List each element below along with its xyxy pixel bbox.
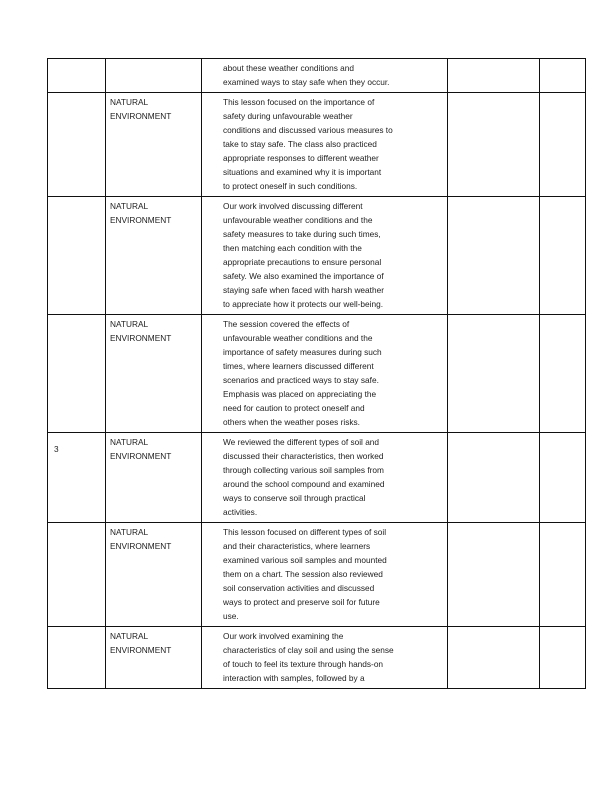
summary-line: use. xyxy=(223,611,239,621)
empty-cell xyxy=(448,93,540,197)
strand-text: ENVIRONMENT xyxy=(110,333,172,343)
summary-line: to appreciate how it protects our well-being. xyxy=(223,299,384,309)
week-cell xyxy=(48,197,106,315)
summary-line: examined various soil samples and mounted xyxy=(223,555,387,565)
strand-text: ENVIRONMENT xyxy=(110,645,172,655)
lesson-summary-cell xyxy=(202,197,448,315)
summary-line: of touch to feel its texture through hands-on xyxy=(223,659,384,669)
lesson-summary-cell xyxy=(202,59,448,93)
table-row xyxy=(48,433,586,523)
summary-line: take to stay safe. The class also practiced xyxy=(223,139,377,149)
summary-line: examined ways to stay safe when they occur. xyxy=(223,77,390,87)
summary-line: discussed their characteristics, then worked xyxy=(223,451,384,461)
week-cell xyxy=(48,315,106,433)
strand-text: NATURAL xyxy=(110,527,149,537)
summary-line: staying safe when faced with harsh weather xyxy=(223,285,384,295)
summary-line: them on a chart. The session also reviewed xyxy=(223,569,383,579)
summary-line: about these weather conditions and xyxy=(223,63,355,73)
empty-cell xyxy=(448,523,540,627)
strand-text: NATURAL xyxy=(110,201,149,211)
summary-line: ways to conserve soil through practical xyxy=(223,493,366,503)
strand-cell xyxy=(106,523,202,627)
summary-line: soil conservation activities and discussed xyxy=(223,583,375,593)
strand-text: ENVIRONMENT xyxy=(110,111,172,121)
week-cell xyxy=(48,523,106,627)
summary-line: Our work involved discussing different xyxy=(223,201,363,211)
empty-cell xyxy=(540,59,586,93)
strand-cell xyxy=(106,93,202,197)
table-row xyxy=(48,627,586,689)
table-row xyxy=(48,197,586,315)
table-body xyxy=(48,59,586,689)
empty-cell xyxy=(448,315,540,433)
strand-cell xyxy=(106,197,202,315)
summary-line: unfavourable weather conditions and the xyxy=(223,215,373,225)
strand-text: NATURAL xyxy=(110,97,149,107)
summary-line: Emphasis was placed on appreciating the xyxy=(223,389,377,399)
summary-line: unfavourable weather conditions and the xyxy=(223,333,373,343)
strand-text: NATURAL xyxy=(110,319,149,329)
strand-text: ENVIRONMENT xyxy=(110,541,172,551)
summary-line: Our work involved examining the xyxy=(223,631,344,641)
empty-cell xyxy=(540,627,586,689)
summary-line: characteristics of clay soil and using the sense xyxy=(223,645,394,655)
lesson-summary-cell xyxy=(202,315,448,433)
summary-line: interaction with samples, followed by a xyxy=(223,673,365,683)
summary-line: to protect oneself in such conditions. xyxy=(223,181,358,191)
empty-cell xyxy=(448,627,540,689)
summary-line: The session covered the effects of xyxy=(223,319,350,329)
summary-line: appropriate precautions to ensure personal xyxy=(223,257,382,267)
empty-cell xyxy=(540,93,586,197)
summary-line: then matching each condition with the xyxy=(223,243,362,253)
strand-text: ENVIRONMENT xyxy=(110,451,172,461)
strand-cell xyxy=(106,433,202,523)
empty-cell xyxy=(448,433,540,523)
table-row xyxy=(48,93,586,197)
lesson-record-table xyxy=(47,58,586,689)
lesson-summary-cell xyxy=(202,627,448,689)
week-cell xyxy=(48,627,106,689)
summary-line: need for caution to protect oneself and xyxy=(223,403,365,413)
summary-line: We reviewed the different types of soil and xyxy=(223,437,380,447)
summary-line: others when the weather poses risks. xyxy=(223,417,360,427)
strand-text: NATURAL xyxy=(110,437,149,447)
summary-line: importance of safety measures during such xyxy=(223,347,382,357)
empty-cell xyxy=(540,197,586,315)
summary-line: safety measures to take during such times, xyxy=(223,229,381,239)
summary-line: situations and examined why it is important xyxy=(223,167,382,177)
lesson-summary-cell xyxy=(202,433,448,523)
empty-cell xyxy=(448,197,540,315)
summary-line: scenarios and practiced ways to stay safe. xyxy=(223,375,379,385)
week-number: 3 xyxy=(54,444,59,454)
strand-cell xyxy=(106,59,202,93)
summary-line: activities. xyxy=(223,507,258,517)
strand-cell xyxy=(106,627,202,689)
summary-line: and their characteristics, where learners xyxy=(223,541,371,551)
week-cell xyxy=(48,93,106,197)
table-row xyxy=(48,523,586,627)
strand-text: NATURAL xyxy=(110,631,149,641)
summary-line: appropriate responses to different weather xyxy=(223,153,379,163)
strand-text: ENVIRONMENT xyxy=(110,215,172,225)
table-row xyxy=(48,315,586,433)
summary-line: times, where learners discussed different xyxy=(223,361,374,371)
summary-line: This lesson focused on the importance of xyxy=(223,97,375,107)
summary-line: ways to protect and preserve soil for future xyxy=(223,597,380,607)
empty-cell xyxy=(448,59,540,93)
summary-line: safety during unfavourable weather xyxy=(223,111,353,121)
summary-line: through collecting various soil samples from xyxy=(223,465,384,475)
lesson-summary-cell xyxy=(202,523,448,627)
empty-cell xyxy=(540,315,586,433)
table-row xyxy=(48,59,586,93)
summary-line: conditions and discussed various measures to xyxy=(223,125,393,135)
lesson-summary-cell xyxy=(202,93,448,197)
strand-cell xyxy=(106,315,202,433)
summary-line: This lesson focused on different types of soil xyxy=(223,527,387,537)
summary-line: around the school compound and examined xyxy=(223,479,385,489)
week-cell xyxy=(48,433,106,523)
week-cell xyxy=(48,59,106,93)
empty-cell xyxy=(540,523,586,627)
summary-line: safety. We also examined the importance of xyxy=(223,271,384,281)
empty-cell xyxy=(540,433,586,523)
